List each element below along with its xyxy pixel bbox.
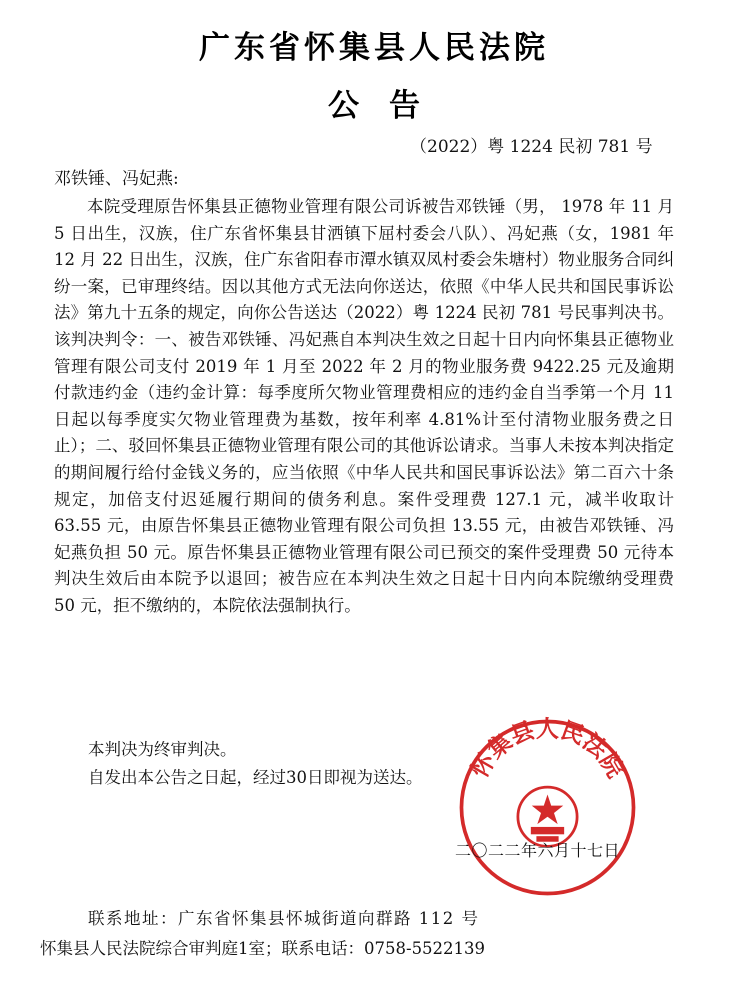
court-title: 广东省怀集县人民法院	[199, 30, 549, 66]
contact-address: 联系地址：广东省怀集县怀城街道向群路 112 号	[88, 909, 480, 928]
contact-office-phone: 怀集县人民法院综合审判庭1室；联系电话：0758-5522139	[40, 939, 486, 958]
issue-date: 二〇二二年六月十七日	[455, 841, 621, 860]
seal-text: 怀集县人民法院	[466, 716, 629, 783]
court-seal	[455, 715, 640, 900]
final-statement: 本判决为终审判决。	[88, 740, 237, 759]
service-statement: 自发出本公告之日起，经过30日即视为送达。	[88, 768, 423, 787]
notice-title: 公告	[328, 88, 450, 124]
case-number: （2022）粤 1224 民初 781 号	[410, 137, 653, 157]
addressee: 邓铁锤、冯妃燕:	[54, 169, 179, 189]
body-paragraph: 本院受理原告怀集县正德物业管理有限公司诉被告邓铁锤（男， 1978 年 11 月 5 日出生，汉族，住广东省怀集县甘洒镇下屈村委会八队）、冯妃燕（女，1981 年 12 月 22 日出生，汉族，住广东省阳春市潭水镇双凤村委会朱塘村）物业服务合同纠纷一案，已审理终结。因以其他方式无法向你送达，依照《中华人民共和国民事诉讼法》第九十五条的规定，向你公告送达（2022）粤 1224 民初 781 号民事判决书。该判决判令：一、被告邓铁锤、冯妃燕自本判决生效之日起十日内向怀集县正德物业管理有限公司支付 2019 年 1 月至 2022 年 2 月的物业服务费 9422.25 元及逾期付款违约金（违约金计算：每季度所欠物业管理费相应的违约金自当季第一个月 11 日起以每季度实欠物业管理费为基数，按年利率 4.81%计至付清物业服务费之日止）；二、驳回怀集县正德物业管理有限公司的其他诉讼请求。当事人未按本判决指定的期间履行给付金钱义务的，应当依照《中华人民共和国民事诉讼法》第二百六十条规定，加倍支付迟延履行期间的债务利息。案件受理费 127.1 元，减半收取计 63.55 元，由原告怀集县正德物业管理有限公司负担 13.55 元，由被告邓铁锤、冯妃燕负担 50 元。原告怀集县正德物业管理有限公司已预交的案件受理费 50 元待本判决生效后由本院予以退回；被告应在本判决生效之日起十日内向本院缴纳受理费 50 元，拒不缴纳的，本院依法强制执行。	[54, 197, 674, 615]
